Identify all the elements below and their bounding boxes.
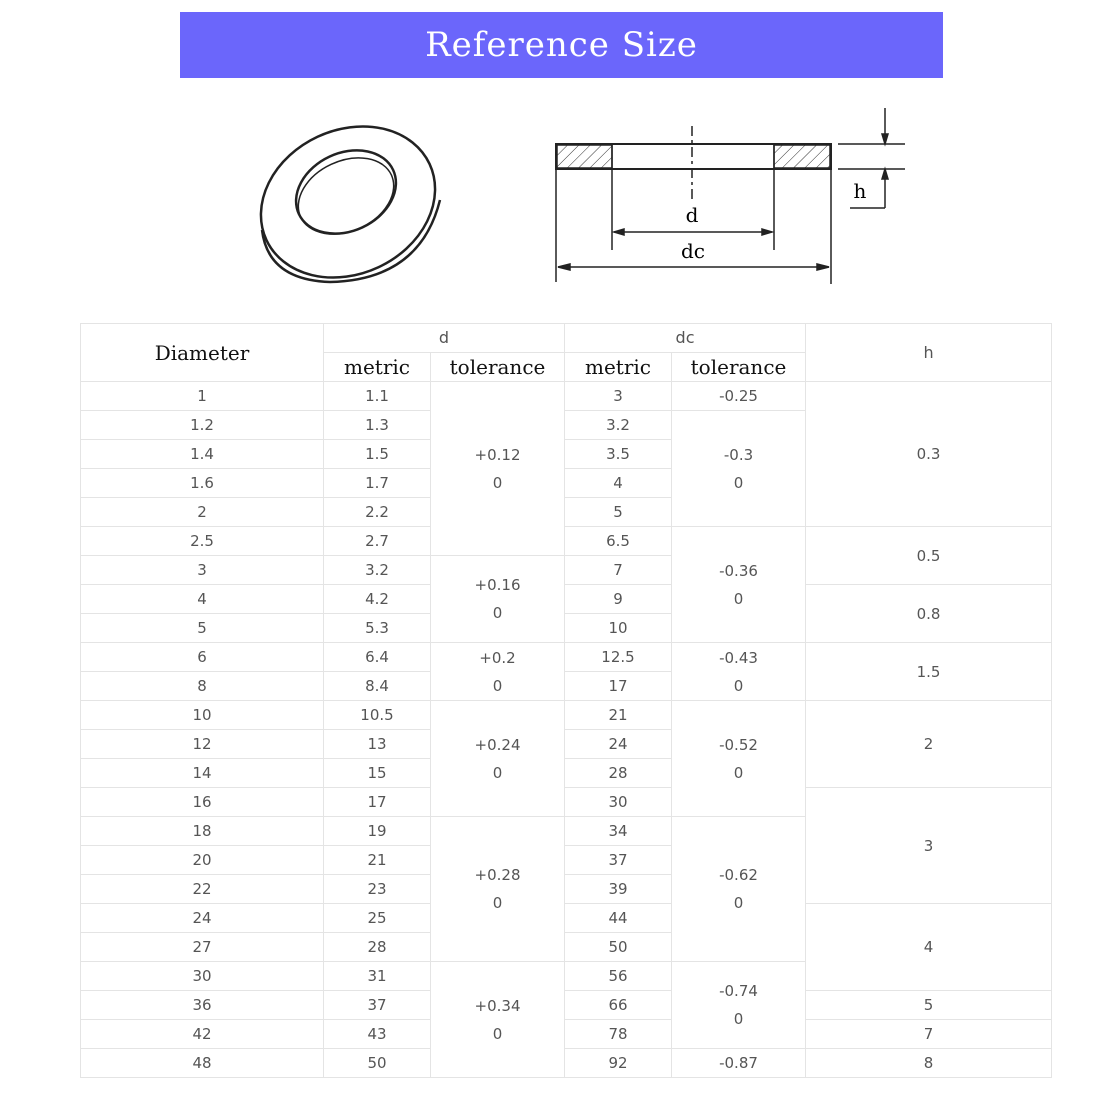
dc-metric-cell: 12.5 bbox=[565, 643, 672, 672]
d-metric-cell: 10.5 bbox=[324, 701, 431, 730]
tolerance-lower: 0 bbox=[492, 763, 503, 782]
table-row bbox=[81, 1020, 1052, 1049]
diameter-cell: 4 bbox=[81, 585, 324, 614]
tolerance-lower: 0 bbox=[733, 473, 744, 492]
h-cell: 5 bbox=[806, 991, 1052, 1020]
h-cell: 3 bbox=[806, 788, 1052, 904]
tolerance-lower: 0 bbox=[733, 589, 744, 608]
diameter-cell: 20 bbox=[81, 846, 324, 875]
dc-metric-cell: 30 bbox=[565, 788, 672, 817]
tolerance-upper: +0.2 bbox=[479, 648, 516, 667]
tolerance-lower: 0 bbox=[733, 894, 744, 912]
dc-metric-cell: 3 bbox=[565, 382, 672, 411]
tolerance-lower: 0 bbox=[492, 676, 503, 695]
tolerance-lower: 0 bbox=[492, 1024, 503, 1043]
d-metric-cell: 6.4 bbox=[324, 643, 431, 672]
dc-tolerance-cell bbox=[672, 817, 806, 962]
tolerance-upper: +0.16 bbox=[474, 576, 521, 594]
diameter-cell: 48 bbox=[81, 1049, 324, 1078]
washer-perspective-illustration bbox=[236, 99, 460, 300]
header-dc: dc bbox=[565, 324, 806, 353]
tolerance-upper: -0.52 bbox=[719, 735, 758, 754]
d-metric-cell: 3.2 bbox=[324, 556, 431, 585]
dc-metric-cell: 3.5 bbox=[565, 440, 672, 469]
diameter-cell: 42 bbox=[81, 1020, 324, 1049]
d-tolerance-cell bbox=[431, 556, 565, 643]
page-title: Reference Size bbox=[425, 25, 698, 65]
d-dimension-label: d bbox=[685, 203, 699, 227]
tolerance-upper: -0.25 bbox=[719, 387, 758, 405]
dc-metric-cell: 50 bbox=[565, 933, 672, 962]
h-cell: 8 bbox=[806, 1049, 1052, 1078]
tolerance-upper: -0.62 bbox=[719, 866, 758, 884]
diameter-cell: 2 bbox=[81, 498, 324, 527]
diameter-cell: 1.2 bbox=[81, 411, 324, 440]
d-metric-cell: 8.4 bbox=[324, 672, 431, 701]
dc-metric-cell: 78 bbox=[565, 1020, 672, 1049]
d-metric-cell: 31 bbox=[324, 962, 431, 991]
tolerance-lower: 0 bbox=[733, 763, 744, 782]
diameter-cell: 8 bbox=[81, 672, 324, 701]
diameter-cell: 27 bbox=[81, 933, 324, 962]
diameter-cell: 5 bbox=[81, 614, 324, 643]
dc-metric-cell: 7 bbox=[565, 556, 672, 585]
dc-metric-cell: 21 bbox=[565, 701, 672, 730]
h-cell: 7 bbox=[806, 1020, 1052, 1049]
diameter-cell: 10 bbox=[81, 701, 324, 730]
header-dc-tolerance: tolerance bbox=[672, 353, 806, 382]
size-table bbox=[80, 323, 1052, 1078]
tolerance-upper: -0.43 bbox=[719, 648, 758, 667]
d-metric-cell: 13 bbox=[324, 730, 431, 759]
d-metric-cell: 21 bbox=[324, 846, 431, 875]
d-tolerance-cell bbox=[431, 817, 565, 962]
dc-metric-cell: 92 bbox=[565, 1049, 672, 1078]
d-metric-cell: 1.1 bbox=[324, 382, 431, 411]
diameter-cell: 1.6 bbox=[81, 469, 324, 498]
table-row bbox=[81, 788, 1052, 817]
dc-metric-cell: 44 bbox=[565, 904, 672, 933]
d-metric-cell: 5.3 bbox=[324, 614, 431, 643]
dc-metric-cell: 24 bbox=[565, 730, 672, 759]
d-tolerance-cell bbox=[431, 701, 565, 817]
dc-tolerance-cell bbox=[672, 643, 806, 701]
dc-tolerance-cell bbox=[672, 527, 806, 643]
tolerance-upper: +0.24 bbox=[474, 735, 521, 754]
header-h: h bbox=[806, 324, 1052, 382]
d-metric-cell: 15 bbox=[324, 759, 431, 788]
table-row bbox=[81, 1049, 1052, 1078]
d-tolerance-cell bbox=[431, 382, 565, 556]
d-metric-cell: 17 bbox=[324, 788, 431, 817]
d-metric-cell: 23 bbox=[324, 875, 431, 904]
diameter-cell: 14 bbox=[81, 759, 324, 788]
diameter-cell: 2.5 bbox=[81, 527, 324, 556]
tolerance-lower: 0 bbox=[492, 473, 503, 492]
dc-metric-cell: 9 bbox=[565, 585, 672, 614]
h-cell: 1.5 bbox=[806, 643, 1052, 701]
d-metric-cell: 2.7 bbox=[324, 527, 431, 556]
h-cell: 0.3 bbox=[806, 382, 1052, 527]
dc-metric-cell: 10 bbox=[565, 614, 672, 643]
table-row bbox=[81, 991, 1052, 1020]
dc-metric-cell: 34 bbox=[565, 817, 672, 846]
dc-metric-cell: 6.5 bbox=[565, 527, 672, 556]
d-metric-cell: 2.2 bbox=[324, 498, 431, 527]
diameter-cell: 18 bbox=[81, 817, 324, 846]
table-row bbox=[81, 643, 1052, 672]
tolerance-upper: -0.87 bbox=[719, 1054, 758, 1072]
dc-metric-cell: 5 bbox=[565, 498, 672, 527]
d-metric-cell: 19 bbox=[324, 817, 431, 846]
diameter-cell: 12 bbox=[81, 730, 324, 759]
d-metric-cell: 43 bbox=[324, 1020, 431, 1049]
header-d-tolerance: tolerance bbox=[431, 353, 565, 382]
diameter-cell: 30 bbox=[81, 962, 324, 991]
washer-diagram bbox=[0, 90, 1102, 300]
tolerance-lower: 0 bbox=[492, 894, 503, 912]
tolerance-upper: -0.36 bbox=[719, 561, 758, 580]
tolerance-upper: +0.28 bbox=[474, 866, 521, 884]
diameter-cell: 22 bbox=[81, 875, 324, 904]
header-d: d bbox=[324, 324, 565, 353]
dc-tolerance-cell bbox=[672, 962, 806, 1049]
h-dimension-label: h bbox=[853, 179, 867, 203]
d-metric-cell: 1.7 bbox=[324, 469, 431, 498]
diameter-cell: 16 bbox=[81, 788, 324, 817]
dc-metric-cell: 56 bbox=[565, 962, 672, 991]
d-tolerance-cell bbox=[431, 962, 565, 1078]
diameter-cell: 36 bbox=[81, 991, 324, 1020]
diameter-cell: 24 bbox=[81, 904, 324, 933]
d-metric-cell: 50 bbox=[324, 1049, 431, 1078]
header-dc-metric: metric bbox=[565, 353, 672, 382]
dc-metric-cell: 39 bbox=[565, 875, 672, 904]
d-metric-cell: 25 bbox=[324, 904, 431, 933]
table-row bbox=[81, 382, 1052, 411]
diameter-cell: 6 bbox=[81, 643, 324, 672]
h-cell: 2 bbox=[806, 701, 1052, 788]
dc-tolerance-cell bbox=[672, 411, 806, 527]
dc-metric-cell: 3.2 bbox=[565, 411, 672, 440]
tolerance-lower: 0 bbox=[492, 604, 503, 622]
d-metric-cell: 1.5 bbox=[324, 440, 431, 469]
tolerance-upper: +0.34 bbox=[474, 996, 521, 1015]
title-banner bbox=[180, 12, 943, 78]
h-cell: 0.8 bbox=[806, 585, 1052, 643]
dc-tolerance-cell bbox=[672, 701, 806, 817]
tolerance-upper: -0.3 bbox=[723, 445, 754, 464]
table-row bbox=[81, 904, 1052, 933]
dc-metric-cell: 28 bbox=[565, 759, 672, 788]
diameter-cell: 1 bbox=[81, 382, 324, 411]
tolerance-lower: 0 bbox=[733, 676, 744, 695]
diameter-cell: 1.4 bbox=[81, 440, 324, 469]
h-cell: 0.5 bbox=[806, 527, 1052, 585]
dc-dimension-label: dc bbox=[680, 239, 706, 263]
header-diameter: Diameter bbox=[81, 324, 324, 382]
d-metric-cell: 1.3 bbox=[324, 411, 431, 440]
d-tolerance-cell bbox=[431, 643, 565, 701]
table-row bbox=[81, 527, 1052, 556]
dc-tolerance-cell bbox=[672, 1049, 806, 1078]
tolerance-upper: +0.12 bbox=[474, 445, 521, 464]
tolerance-lower: 0 bbox=[733, 1010, 744, 1028]
d-metric-cell: 4.2 bbox=[324, 585, 431, 614]
h-cell: 4 bbox=[806, 904, 1052, 991]
dc-tolerance-cell bbox=[672, 382, 806, 411]
dc-metric-cell: 66 bbox=[565, 991, 672, 1020]
table-row bbox=[81, 585, 1052, 614]
d-metric-cell: 37 bbox=[324, 991, 431, 1020]
tolerance-upper: -0.74 bbox=[719, 982, 758, 1000]
table-row bbox=[81, 701, 1052, 730]
dc-metric-cell: 17 bbox=[565, 672, 672, 701]
dc-metric-cell: 37 bbox=[565, 846, 672, 875]
dc-metric-cell: 4 bbox=[565, 469, 672, 498]
header-d-metric: metric bbox=[324, 353, 431, 382]
diameter-cell: 3 bbox=[81, 556, 324, 585]
d-metric-cell: 28 bbox=[324, 933, 431, 962]
